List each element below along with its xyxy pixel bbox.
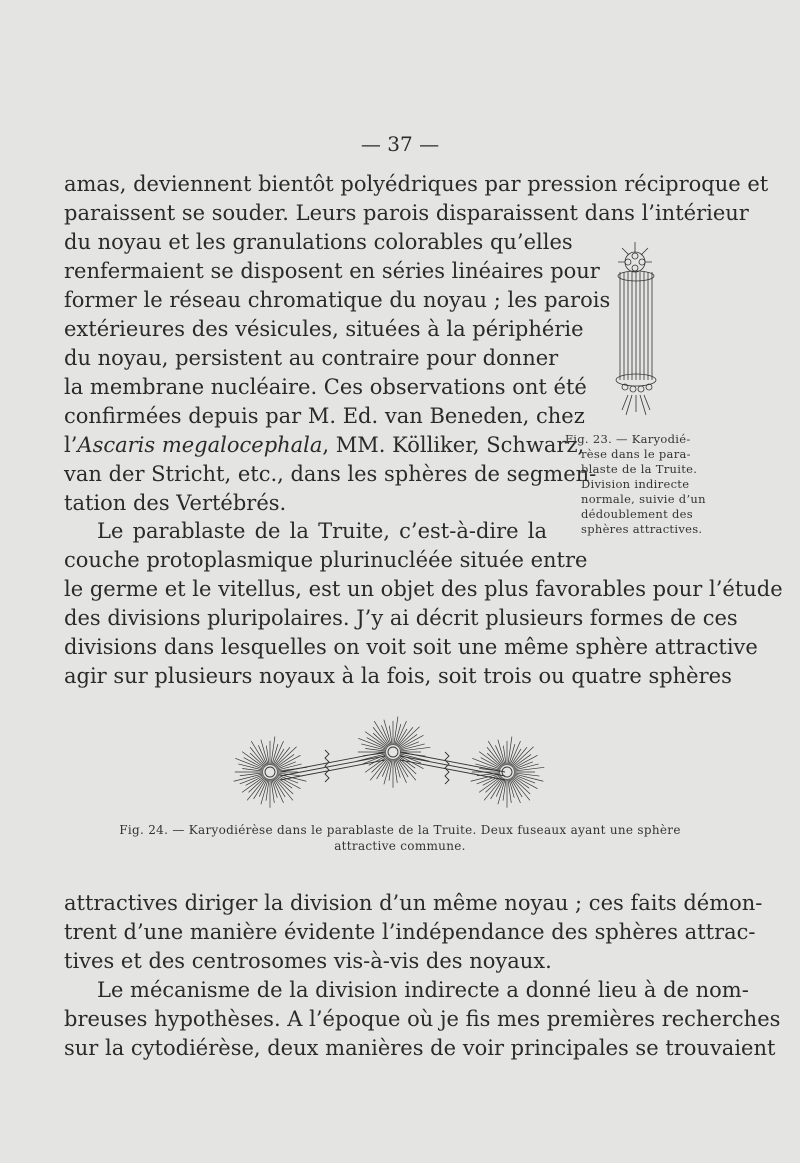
text-line: agir sur plusieurs noyaux à la fois, soit trois ou quatre sphères	[64, 664, 732, 688]
text-line: former le réseau chromatique du noyau ; les parois	[64, 288, 611, 312]
aster-ray	[513, 755, 537, 768]
text-line: sur la cytodiérèse, deux manières de voir principales se trouvaient	[64, 1036, 776, 1060]
text-line: tation des Vertébrés.	[64, 491, 287, 515]
caption-line: Division indirecte	[581, 477, 690, 491]
text-line: la membrane nucléaire. Ces observations ont été	[64, 375, 587, 399]
aster-ray	[266, 746, 269, 765]
aster-ray	[240, 773, 263, 776]
caption-line: normale, suivie d’un	[581, 492, 706, 506]
text-line: confirmées depuis par M. Ed. van Beneden, chez	[64, 404, 585, 428]
text-line: breuses hypothèses. A l’époque où je fis mes premières recherches	[64, 1007, 781, 1031]
figure-24-illustration	[225, 710, 555, 815]
text-line: couche protoplasmique plurinucléée située entre	[64, 548, 588, 572]
aster-ray	[488, 741, 503, 766]
caption-line: attractive commune.	[334, 839, 466, 853]
caption-line: Fig. 23. — Karyodié-	[565, 432, 691, 446]
text-line: Le mécanisme de la division indirecte a donné lieu à de nom-	[97, 978, 749, 1002]
text-line: paraissent se souder. Leurs parois disparaissent dans l’intérieur	[64, 201, 749, 225]
caption-line: dédoublement des	[581, 507, 693, 521]
aster-ray	[395, 759, 400, 778]
text-line: Le parablaste de la Truite, c’est-à-dire la	[97, 519, 547, 543]
aster-ray	[509, 779, 514, 798]
text-line: trent d’une manière évidente l’indépendance des sphères attrac-	[64, 920, 756, 944]
aster-ray	[276, 776, 300, 789]
aster-ray	[399, 735, 423, 748]
aster-ray	[503, 746, 506, 765]
caption-line: rèse dans le para-	[581, 447, 691, 461]
aster-ray	[389, 726, 392, 745]
text-line: le germe et le vitellus, est un objet des plus favorables pour l’étude	[64, 577, 783, 601]
aster-ray	[275, 747, 297, 767]
text-line: extérieures des vésicules, situées à la périphérie	[64, 317, 584, 341]
text-line: renfermaient se disposent en séries linéaires pour	[64, 259, 600, 283]
text-line: des divisions pluripolaires. J’y ai décrit plusieurs formes de ces	[64, 606, 738, 630]
aster-ray	[276, 755, 300, 768]
caption-line: blaste de la Truite.	[581, 462, 698, 476]
text-line: divisions dans lesquelles on voit soit une même sphère attractive	[64, 635, 758, 659]
text-line: du noyau et les granulations colorables qu’elles	[64, 230, 573, 254]
species-name: Ascaris megalocephala	[77, 433, 323, 457]
text-line: tives et des centrosomes vis-à-vis des noyaux.	[64, 949, 552, 973]
caption-line: sphères attractives.	[581, 522, 703, 536]
aster-ray	[512, 747, 534, 767]
text-line: attractives diriger la division d’un même noyau ; ces faits démon-	[64, 891, 763, 915]
figure-24-caption	[0, 822, 800, 854]
aster-ray	[365, 749, 386, 752]
aster-ray	[374, 721, 389, 746]
aster-ray	[513, 776, 537, 789]
caption-line: Fig. 24. — Karyodiérèse dans le parablaste de la Truite. Deux fuseaux ayant une sphère	[119, 823, 681, 837]
text-line: amas, deviennent bientôt polyédriques par pression réciproque et	[64, 172, 769, 196]
text-line-with-italic	[64, 431, 585, 459]
text-line: van der Stricht, etc., dans les sphères de segmen-	[64, 462, 597, 486]
aster-ray	[398, 727, 420, 747]
figure-23-caption	[565, 432, 708, 537]
aster-ray	[242, 769, 263, 772]
text-fragment: , MM. Kölliker, Schwarz,	[322, 433, 585, 457]
text-fragment: l’Ascaris megalocephala	[64, 433, 323, 457]
aster-ray	[251, 741, 266, 766]
page-number: — 37 —	[360, 132, 440, 156]
figure-23-illustration	[600, 240, 670, 420]
aster-ray	[272, 779, 277, 798]
text-line: du noyau, persistent au contraire pour donner	[64, 346, 559, 370]
